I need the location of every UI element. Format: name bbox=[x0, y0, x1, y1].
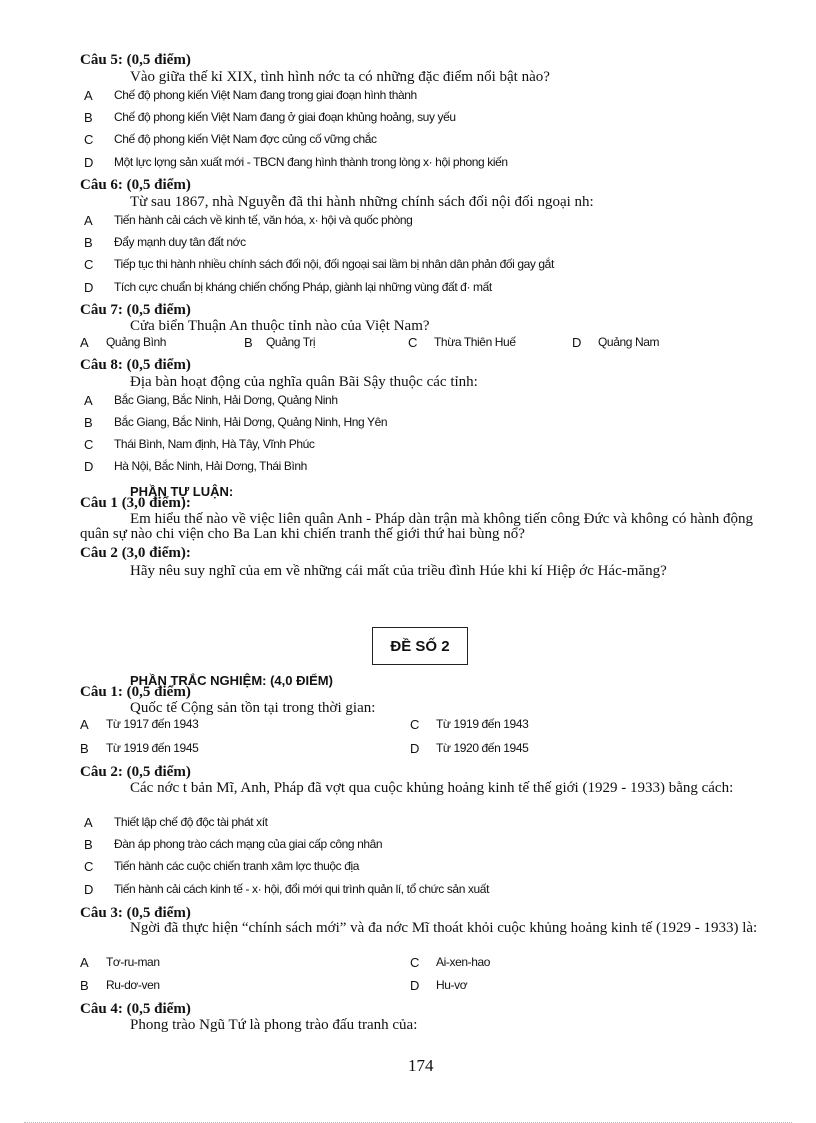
e2q1-option-c-text: Từ 1919 đến 1943 bbox=[436, 717, 529, 731]
q8-option-c-letter: C bbox=[84, 437, 94, 452]
q8-option-a-letter: A bbox=[84, 393, 93, 408]
q8-option-a-text: Bắc Giang, Bắc Ninh, Hải Dơng, Quảng Ninh bbox=[114, 393, 338, 407]
exam2-question-2-heading: Câu 2: (0,5 điểm) bbox=[80, 764, 191, 780]
e2q1-option-d-letter: D bbox=[410, 741, 420, 756]
q5-option-c-letter: C bbox=[84, 132, 94, 147]
q7-option-b-text: Quảng Trị bbox=[266, 335, 316, 349]
e2q3-option-d-letter: D bbox=[410, 978, 420, 993]
multiple-choice-section-header: PHẦN TRẮC NGHIỆM: (4,0 ĐIỂM) bbox=[130, 673, 333, 688]
exam2-question-3-heading: Câu 3: (0,5 điểm) bbox=[80, 905, 191, 921]
e2q2-option-a-letter: A bbox=[84, 815, 93, 830]
q7-option-c-text: Thừa Thiên Huế bbox=[434, 335, 516, 349]
q5-option-a-text: Chế độ phong kiến Việt Nam đang trong giai đoạn hình thành bbox=[114, 88, 417, 102]
e2q1-option-b-letter: B bbox=[80, 741, 89, 756]
page-number: 174 bbox=[408, 1056, 434, 1075]
e2q2-option-d-text: Tiến hành cải cách kinh tế - x· hội, đổi mới qui trình quản lí, tổ chức sản xuất bbox=[114, 882, 489, 896]
exam2-question-4-text: Phong trào Ngũ Tứ là phong trào đấu tranh của: bbox=[130, 1017, 418, 1033]
q5-option-d-text: Một lực lợng sản xuất mới - TBCN đang hình thành trong lòng x· hội phong kiến bbox=[114, 155, 508, 169]
q6-option-d-letter: D bbox=[84, 280, 94, 295]
q6-option-a-letter: A bbox=[84, 213, 93, 228]
q8-option-d-letter: D bbox=[84, 459, 94, 474]
q8-option-b-text: Bắc Giang, Bắc Ninh, Hải Dơng, Quảng Ninh, Hng Yên bbox=[114, 415, 388, 429]
exam2-question-3-text: Ngời đã thực hiện “chính sách mới” và đa nớc Mĩ thoát khỏi cuộc khủng hoảng kinh tế (1929 - 1933) là: bbox=[130, 920, 758, 936]
e2q3-option-b-text: Ru-dơ-ven bbox=[106, 978, 160, 992]
q8-option-b-letter: B bbox=[84, 415, 93, 430]
q8-option-d-text: Hà Nội, Bắc Ninh, Hải Dơng, Thái Bình bbox=[114, 459, 307, 473]
e2q3-option-c-text: Ai-xen-hao bbox=[436, 955, 491, 969]
question-7-text: Cửa biển Thuận An thuộc tỉnh nào của Việt Nam? bbox=[130, 318, 430, 334]
q5-option-c-text: Chế độ phong kiến Việt Nam đợc củng cố vững chắc bbox=[114, 132, 377, 146]
exam2-question-4-heading: Câu 4: (0,5 điểm) bbox=[80, 1001, 191, 1017]
e2q1-option-c-letter: C bbox=[410, 717, 420, 732]
q7-option-c-letter: C bbox=[408, 335, 418, 350]
q5-option-b-text: Chế độ phong kiến Việt Nam đang ở giai đoạn khủng hoảng, suy yếu bbox=[114, 110, 456, 124]
q6-option-a-text: Tiến hành cải cách về kinh tế, văn hóa, x· hội và quốc phòng bbox=[114, 213, 413, 227]
e2q1-option-a-text: Từ 1917 đến 1943 bbox=[106, 717, 199, 731]
q7-option-a-letter: A bbox=[80, 335, 89, 350]
q5-option-a-letter: A bbox=[84, 88, 93, 103]
q6-option-c-text: Tiếp tục thi hành nhiều chính sách đối nội, đối ngoại sai lầm bị nhân dân phản đối gay gắt bbox=[114, 257, 554, 271]
q6-option-b-letter: B bbox=[84, 235, 93, 250]
e2q2-option-c-text: Tiến hành các cuộc chiến tranh xâm lợc thuộc địa bbox=[114, 859, 360, 873]
question-6-heading: Câu 6: (0,5 điểm) bbox=[80, 177, 191, 193]
e2q3-option-a-text: Tơ-ru-man bbox=[106, 955, 160, 969]
question-5-text: Vào giữa thế kỉ XIX, tình hình nớc ta có những đặc điểm nổi bật nào? bbox=[130, 69, 550, 85]
e2q3-option-a-letter: A bbox=[80, 955, 89, 970]
e2q2-option-b-text: Đàn áp phong trào cách mạng của giai cấp công nhân bbox=[114, 837, 383, 851]
q6-option-c-letter: C bbox=[84, 257, 94, 272]
e2q1-option-b-text: Từ 1919 đến 1945 bbox=[106, 741, 199, 755]
exam-2-title: ĐỀ SỐ 2 bbox=[390, 637, 450, 655]
q7-option-d-letter: D bbox=[572, 335, 582, 350]
exam2-question-1-text: Quốc tế Cộng sản tồn tại trong thời gian: bbox=[130, 700, 376, 716]
e2q1-option-a-letter: A bbox=[80, 717, 89, 732]
e2q2-option-b-letter: B bbox=[84, 837, 93, 852]
question-6-text: Từ sau 1867, nhà Nguyễn đã thi hành những chính sách đối nội đối ngoại nh: bbox=[130, 194, 594, 210]
q5-option-b-letter: B bbox=[84, 110, 93, 125]
exam2-question-1-heading: Câu 1: (0,5 điểm) bbox=[80, 684, 191, 700]
essay-question-2-text: Hãy nêu suy nghĩ của em về những cái mất của triều đình Húe khi kí Hiệp ớc Hác-măng? bbox=[130, 563, 667, 579]
question-8-heading: Câu 8: (0,5 điểm) bbox=[80, 357, 191, 373]
e2q1-option-d-text: Từ 1920 đến 1945 bbox=[436, 741, 529, 755]
e2q3-option-d-text: Hu-vơ bbox=[436, 978, 468, 992]
q7-option-a-text: Quảng Bình bbox=[106, 335, 167, 349]
question-8-text: Địa bàn hoạt động của nghĩa quân Bãi Sậy thuộc các tỉnh: bbox=[130, 374, 478, 390]
essay-question-1-text: Em hiểu thế nào về việc liên quân Anh - Pháp dàn trận mà không tiến công Đức và không có hành động quân sự nào chi viện cho Ba Lan khi chiến tranh thế giới thứ hai bùng nổ? bbox=[80, 511, 753, 542]
question-7-heading: Câu 7: (0,5 điểm) bbox=[80, 302, 191, 318]
essay-question-2-heading: Câu 2 (3,0 điểm): bbox=[80, 545, 191, 561]
q6-option-b-text: Đẩy mạnh duy tân đất nớc bbox=[114, 235, 246, 249]
e2q2-option-d-letter: D bbox=[84, 882, 94, 897]
exam2-question-2-text: Các nớc t bản Mĩ, Anh, Pháp đã vợt qua cuộc khủng hoảng kinh tế thế giới (1929 - 1933) bằng cách: bbox=[130, 780, 734, 796]
q8-option-c-text: Thái Bình, Nam định, Hà Tây, Vĩnh Phúc bbox=[114, 437, 315, 451]
e2q3-option-c-letter: C bbox=[410, 955, 420, 970]
essay-section-header: PHẦN TỰ LUẬN: bbox=[130, 484, 234, 499]
q6-option-d-text: Tích cực chuẩn bị kháng chiến chống Pháp, giành lại những vùng đất đ· mất bbox=[114, 280, 492, 294]
question-5-heading: Câu 5: (0,5 điểm) bbox=[80, 52, 191, 68]
e2q3-option-b-letter: B bbox=[80, 978, 89, 993]
essay-question-1-heading: Câu 1 (3,0 điểm): bbox=[80, 495, 191, 511]
e2q2-option-c-letter: C bbox=[84, 859, 94, 874]
q5-option-d-letter: D bbox=[84, 155, 94, 170]
q7-option-d-text: Quảng Nam bbox=[598, 335, 660, 349]
e2q2-option-a-text: Thiết lập chế độ độc tài phát xít bbox=[114, 815, 268, 829]
q7-option-b-letter: B bbox=[244, 335, 253, 350]
exam-2-title-box bbox=[372, 627, 468, 665]
